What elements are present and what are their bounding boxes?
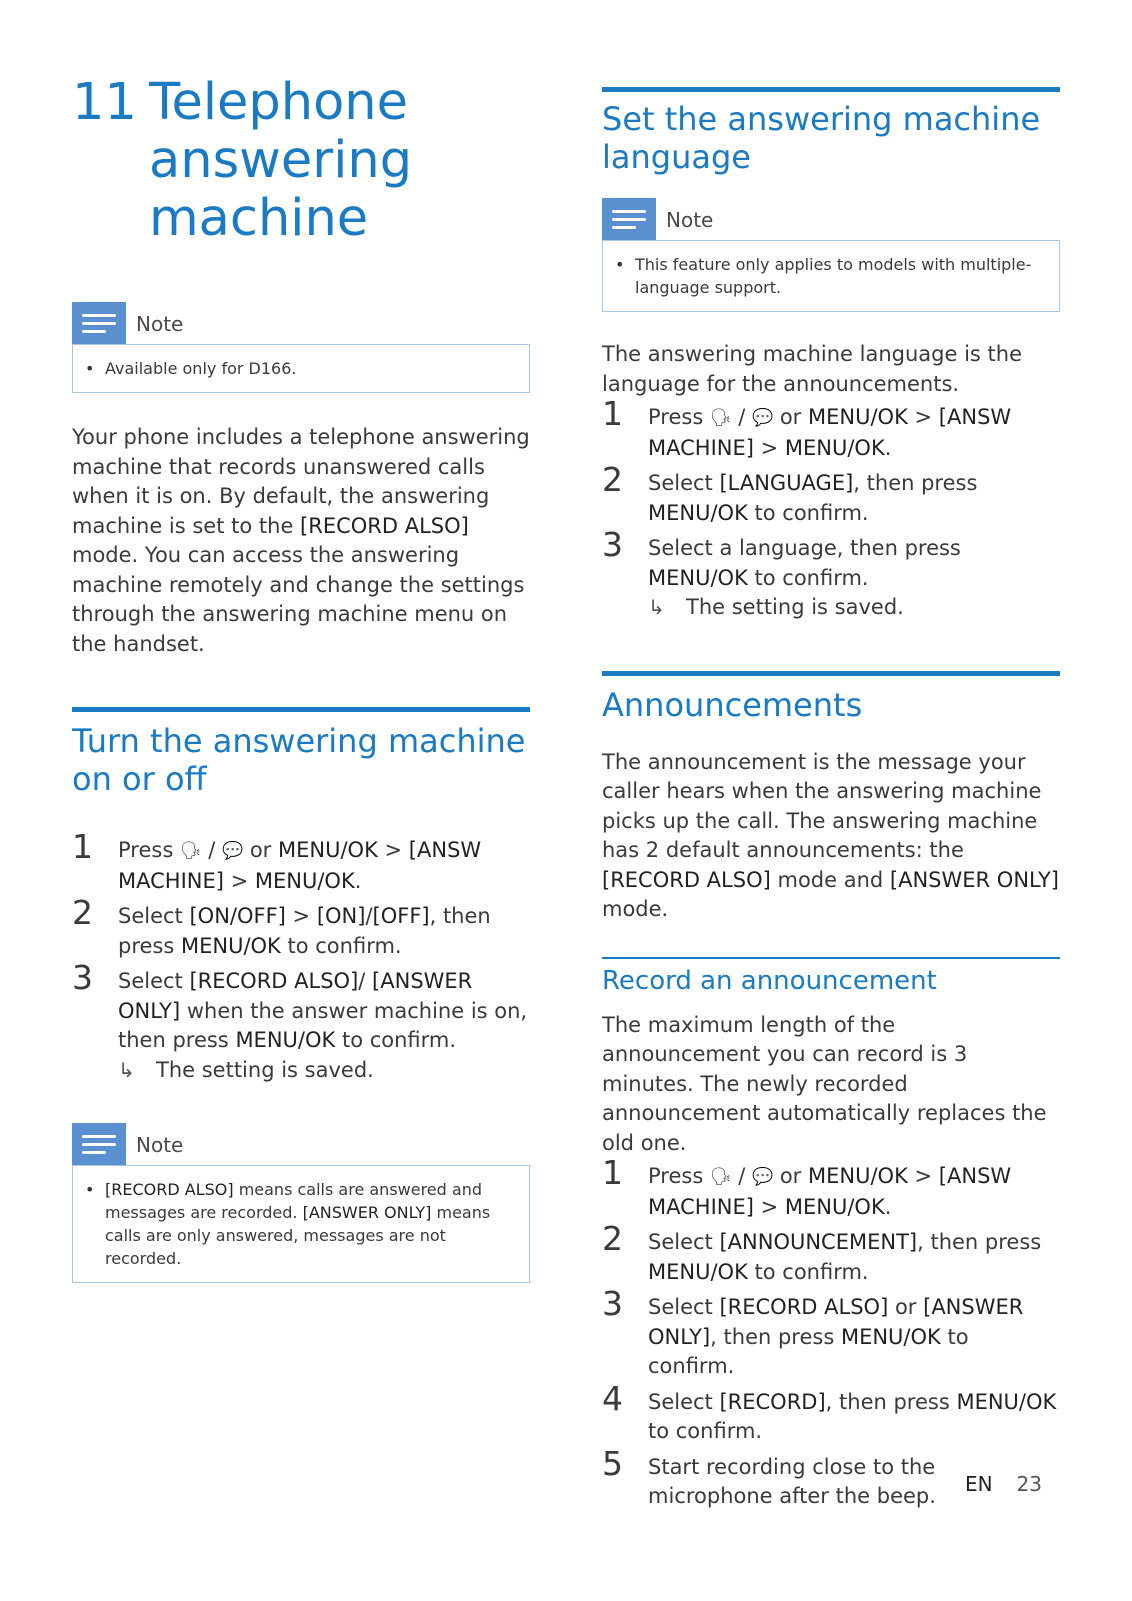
step-item: 3 Select [RECORD ALSO]/ [ANSWER ONLY] when the answer machine is on, then press MENU/OK to confirm. ↳ The setting is saved.	[72, 967, 530, 1085]
subsection-rule	[602, 957, 1060, 959]
chapter-title-line-3: machine	[149, 189, 369, 248]
note-label: Note	[136, 1133, 184, 1157]
step-item: 2 Select [ON/OFF] > [ON]/[OFF], then press MENU/OK to confirm.	[72, 893, 491, 958]
step-item: 3 Select [RECORD ALSO] or [ANSWER ONLY], then press MENU/OK to confirm.	[602, 1284, 1024, 1378]
step-item: 1 Press 🗣 / 💬 or MENU/OK > [ANSW MACHINE] > MENU/OK.	[72, 827, 482, 893]
answering-machine-key-icon: 🗣	[709, 408, 732, 428]
note-item: • This feature only applies to models with multiple-language support.	[635, 253, 1045, 299]
result-arrow-icon: ↳	[118, 1057, 135, 1082]
answering-machine-key-icon: 🗣	[709, 1167, 732, 1187]
language-intro: The answering machine language is the language for the announcements.	[602, 342, 1023, 396]
section-rule	[602, 671, 1060, 676]
section-rule	[602, 87, 1060, 92]
announcements-intro: The announcement is the message your caller hears when the answering machine picks up the call. The answering machine has 2 default announcements: the [RECORD ALSO] mode and [ANSWER ONLY] mode.	[602, 749, 1059, 921]
result-arrow-icon: ↳	[648, 595, 665, 619]
section-rule	[72, 707, 530, 712]
note-label: Note	[666, 208, 714, 232]
chapter-number: 11	[72, 73, 137, 132]
answering-machine-key-icon: 🗣	[179, 841, 202, 861]
page-footer	[965, 1472, 1042, 1496]
note-item: • [RECORD ALSO] means calls are answered and messages are recorded. [ANSWER ONLY] means calls are only answered, messages are not recorded.	[105, 1178, 515, 1270]
intro-paragraph: Your phone includes a telephone answering machine that records unanswered calls when it is on. By default, the answering machine is set to the [RECORD ALSO] mode. You can access the answering machine remotely and change the settings through the answering machine menu on the handset.	[72, 425, 530, 656]
note-modes	[72, 1123, 530, 1283]
right-column	[602, 87, 1060, 1518]
note-icon	[72, 302, 126, 344]
chapter-title-line-1: Telephone	[149, 73, 409, 132]
step-result: ↳ The setting is saved.	[118, 1056, 530, 1086]
note-box	[602, 240, 1060, 312]
section-title-on-off: Turn the answering machine on or off	[72, 722, 526, 798]
step-item: 3 Select a language, then press MENU/OK to confirm. ↳ The setting is saved.	[602, 534, 1060, 623]
note-box	[72, 344, 530, 393]
page-number: 23	[1016, 1472, 1042, 1496]
note-availability	[72, 302, 530, 393]
subsection-title-record: Record an announcement	[602, 965, 937, 996]
note-language	[602, 198, 1060, 312]
step-item: 1 Press 🗣 / 💬 or MENU/OK > [ANSW MACHINE] > MENU/OK.	[602, 1153, 1012, 1219]
message-key-icon: 💬	[751, 1167, 774, 1187]
step-result: ↳ The setting is saved.	[648, 593, 1060, 623]
steps-record	[602, 1153, 1060, 1512]
step-item: 2 Select [LANGUAGE], then press MENU/OK to confirm.	[602, 460, 978, 525]
note-icon	[72, 1123, 126, 1165]
note-icon	[602, 198, 656, 240]
chapter-title-line-2: answering	[149, 131, 413, 190]
message-key-icon: 💬	[751, 408, 774, 428]
record-intro: The maximum length of the announcement you can record is 3 minutes. The newly recorded announcement automatically replaces the old one.	[602, 1012, 1047, 1155]
step-item: 1 Press 🗣 / 💬 or MENU/OK > [ANSW MACHINE] > MENU/OK.	[602, 394, 1012, 460]
steps-on-off	[72, 827, 530, 1085]
note-box	[72, 1165, 530, 1283]
note-item: • Available only for D166.	[105, 357, 515, 380]
section-title-language: Set the answering machine language	[602, 100, 1041, 176]
step-item: 2 Select [ANNOUNCEMENT], then press MENU/OK to confirm.	[602, 1219, 1042, 1284]
chapter-heading	[72, 74, 530, 248]
left-column	[72, 74, 530, 1283]
note-label: Note	[136, 312, 184, 336]
steps-language	[602, 394, 1060, 623]
footer-language: EN	[964, 1472, 993, 1496]
section-title-announcements: Announcements	[602, 685, 863, 724]
message-key-icon: 💬	[221, 841, 244, 861]
step-item: 5 Start recording close to the microphone after the beep.	[602, 1443, 936, 1508]
step-item: 4 Select [RECORD], then press MENU/OK to confirm.	[602, 1378, 1057, 1443]
